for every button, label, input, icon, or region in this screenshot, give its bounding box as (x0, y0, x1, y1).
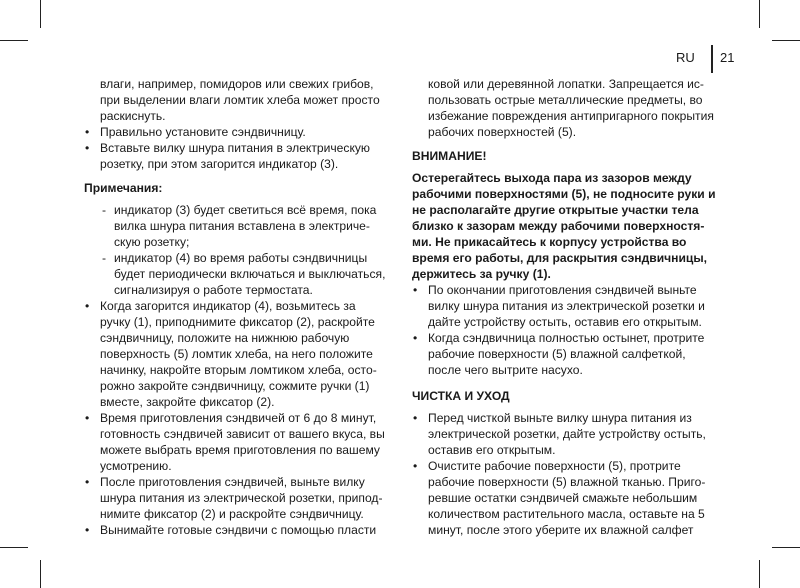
list-item: • Правильно установите сэндвичницу. (84, 124, 386, 140)
list-item: • Вставьте вилку шнура питания в электрическую розетку, при этом загорится индикатор (3). (84, 140, 386, 172)
note-item: - индикатор (4) во время работы сэндвичницы будет периодически включаться и выключаться, сигнализируя о работе термостата. (84, 250, 386, 298)
cleaning-heading: ЧИСТКА И УХОД (412, 389, 510, 403)
list-item: • Время приготовления сэндвичей от 6 до 8 минут, готовность сэндвичей зависит от вашего вкуса, вы можете выбрать время приготовления по вашему усмотрению. (84, 410, 386, 474)
note-item: - индикатор (3) будет светиться всё время, пока вилка шнура питания вставлена в электрическую розетку; (84, 202, 386, 250)
crop-mark (0, 547, 28, 548)
crop-mark (0, 40, 28, 41)
page-number: 21 (720, 50, 735, 65)
list-item: • По окончании приготовления сэндвичей выньте вилку шнура питания из электрической розетки и дайте устройству остыть, оставив его открытым. (412, 282, 718, 330)
list-item: • Вынимайте готовые сэндвичи с помощью пласти (84, 522, 386, 538)
crop-mark (772, 547, 800, 548)
continued-paragraph: влаги, например, помидоров или свежих грибов, при выделении влаги ломтик хлеба может просто раскиснуть. (100, 77, 380, 123)
continued-paragraph: ковой или деревянной лопатки. Запрещается использовать острые металлические предметы, во избежание повреждения антипригарного покрытия рабочих поверхностей (5). (428, 77, 714, 139)
language-code: RU (676, 50, 695, 65)
crop-mark (40, 560, 41, 588)
warning-text: Остерегайтесь выхода пара из зазоров между рабочими поверхностями (5), не подносите руки и не располагайте другие открытые участки тела близко к зазорам между рабочими поверхностями. Не прикасайтесь к корпусу устройства во время его работы, для раскрытия сэндвичницы, держитесь за ручку (1). (412, 171, 716, 281)
list-item: • Очистите рабочие поверхности (5), протрите рабочие поверхности (5) влажной тканью. Пригоревшие остатки сэндвичей смажьте небольшим количеством растительного масла, оставьте на 5 минут, после этого уберите их влажной салфет (412, 458, 718, 538)
list-item: • Перед чисткой выньте вилку шнура питания из электрической розетки, дайте устройству остыть, оставив его открытым. (412, 410, 718, 458)
header-divider (711, 45, 713, 73)
crop-mark (759, 560, 760, 588)
right-column (412, 76, 718, 538)
warning-heading: ВНИМАНИЕ! (412, 149, 487, 163)
crop-mark (759, 0, 760, 28)
list-item: • Когда загорится индикатор (4), возьмитесь за ручку (1), приподнимите фиксатор (2), раскройте сэндвичницу, положите на нижнюю рабочую поверхность (5) ломтик хлеба, на него положите начинку, накройте вторым ломтиком хлеба, осторожно закройте сэндвичницу, сожмите ручки (1) вместе, закройте фиксатор (2). (84, 298, 386, 410)
left-column (84, 76, 386, 538)
crop-mark (40, 0, 41, 28)
list-item: • После приготовления сэндвичей, выньте вилку шнура питания из электрической розетки, приподнимите фиксатор (2) и раскройте сэндвичницу. (84, 474, 386, 522)
notes-heading: Примечания: (84, 181, 163, 195)
list-item: • Когда сэндвичница полностью остынет, протрите рабочие поверхности (5) влажной салфеткой, после чего вытрите насухо. (412, 330, 718, 378)
crop-mark (772, 40, 800, 41)
